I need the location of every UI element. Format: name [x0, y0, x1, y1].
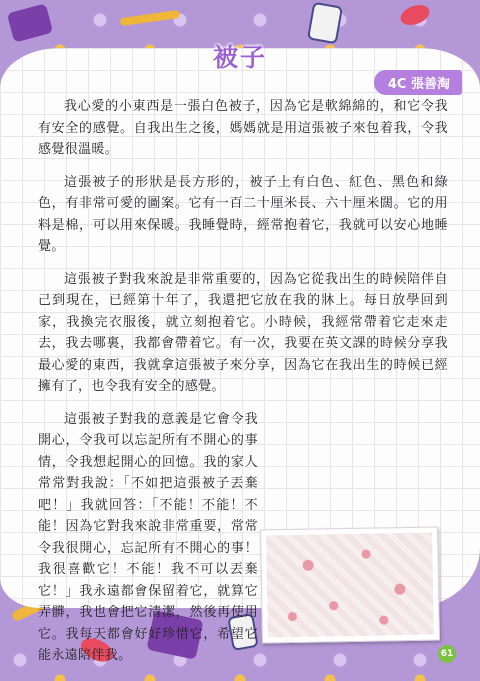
paragraph: 這張被子的形狀是長方形的，被子上有白色、紅色、黑色和綠色，有非常可愛的圖案。它有一百二十厘米長、六十厘米闊。它的用料是棉，可以用來保暖。我睡覺時，經常抱着它，我就可以安心地睡覺。 [38, 174, 448, 254]
paragraph: 這張被子對我來說是非常重要的，因為它從我出生的時候陪伴自己到現在，已經第十年了，我還把它放在我的牀上。每日放學回到家，我換完衣服後，就立刻抱着它。小時候，我經常帶着它走來走去，我去哪裏，我都會帶着它。有一次，我要在英文課的時候分享我最心愛的東西，我就拿這張被子來分享，因為它在我出生的時候已經擁有了，也令我有安全的感覺。 [38, 271, 448, 394]
blanket-photo-image [266, 533, 434, 638]
page-title: 被子 [212, 43, 267, 72]
author-badge: 4C 張善淘 [374, 70, 462, 95]
paragraph: 這張被子對我的意義是它會令我開心，令我可以忘記所有不開心的事情，令我想起開心的回憶。我的家人常常對我說：「不如把這張被子丟棄吧！」我就回答：「不能！不能！不能！因為它對我來說非常重要，常常令我很開心，忘記所有不開心的事！我很喜歡它！不能！我不可以丟棄它！」我永遠都會保留着它，就算它弄髒，我也會把它清潔，然後再使用它。我每天都會好好珍惜它，希望它能永遠陪伴我。 [38, 411, 258, 663]
blanket-photo [260, 526, 440, 643]
paragraph: 我心愛的小東西是一張白色被子，因為它是軟綿綿的，和它令我有安全的感覺。自我出生之後，媽媽就是用這張被子來包着我，令我感覺很溫暖。 [38, 99, 448, 157]
page-number: 61 [438, 645, 456, 663]
